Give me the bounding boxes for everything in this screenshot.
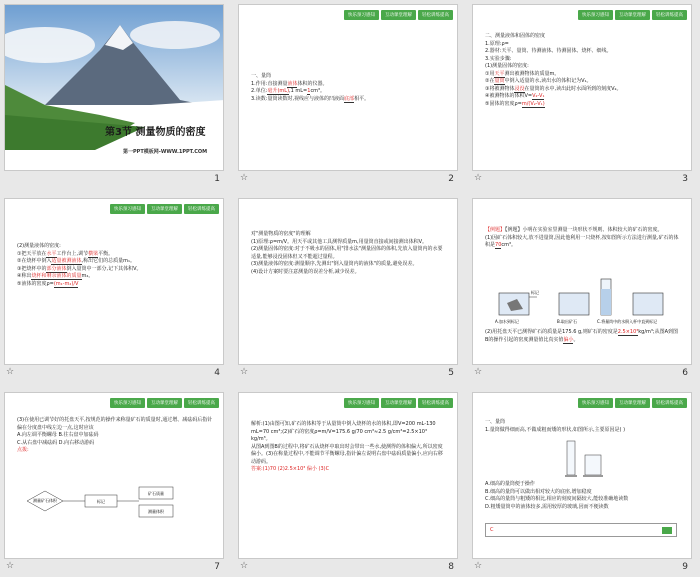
slide-nav-tabs <box>110 398 219 408</box>
star-icon[interactable]: ☆ <box>474 561 483 571</box>
tab-class[interactable]: 互动课堂理解 <box>147 398 182 408</box>
slide-5-canvas <box>238 198 458 365</box>
tab-training[interactable]: 轻松训练提高 <box>418 10 453 20</box>
slide-8-text: 解析:(1)由图可知,矿石的体积等于从量筒中倒入烧杯的水的体积,即V=200 mL-130 mL=70 cm³;(2)矿石的密度ρ=m/V=175.6 g/70 cm³≈2.5 g/cm³=2.5×10³ kg/m³。 从图A到图B的过程中,将矿石从烧杯中取出时会带出一些水,使测得的体积偏大,所以密度偏小。(3)在称量过程中,不能调节平衡螺母,指针偏左说明右盘中砝码质量偏小,应向右移动游码。 答案:(1)70 (2)2.5×10³ 偏小 (3)C <box>251 421 447 474</box>
slide-4-text: (2)测量液体的密度: ①把天平放在水平工作台上,调节横梁平衡。 ②在烧杯中倒入适量被测液体,称出它们的总质量m₁。 ③把烧杯中的部分液体倒入量筒中一部分,记下其体积V。 ④称出烧杯和剩余液体的质量m₂。 ⑤液体的密度ρ=(m₁-m₂)/V <box>17 243 142 287</box>
slide-9-text: 一、量筒 1.量筒做得细而高,不做成粗而矮的形状,如图所示,主要原因是( ) <box>485 419 626 433</box>
tab-class[interactable]: 互动课堂理解 <box>381 10 416 20</box>
slide-4-canvas <box>4 198 224 365</box>
tab-training[interactable]: 轻松训练提高 <box>184 398 219 408</box>
option-c: C.细高的量筒与粗矮的相比,相应的刻度间隔较大,能较准确地读数 <box>485 496 629 502</box>
slide-6-text: 【例题】【例题】小明在实验室里测量一块形状不规则、体积较大的矿石的密度。 (1)因矿石体积较大,放不进量筒,因此他利用一只烧杯,按如图所示方法进行测量,矿石的体积是70cm³。 <box>485 227 679 248</box>
slide-3-text: 二、测量液体和固体的密度 1.原理:ρ= 2.器材:天平、量筒、待测液体、待测固体、烧杯、细线。 3.实验步骤: (1)测量固体的密度: ①用天平测出被测物体的质量m。 ②在量筒中倒入适量的水,读出水的体积记为V₁。 ③将被测物体浸没在量筒的水中,读出此时水面所到的刻度V₂。 ④被测物体的体积V=V₂-V₁ ⑤固体的密度ρ=m/(V₂-V₁) <box>485 33 681 108</box>
slide-3-canvas <box>472 4 692 171</box>
cylinder-figure <box>563 439 607 479</box>
slide-nav-tabs <box>344 10 453 20</box>
tab-class[interactable]: 互动课堂理解 <box>147 204 182 214</box>
slide-nav-tabs <box>578 10 687 20</box>
slide-nav-tabs <box>344 398 453 408</box>
fig-label-b: B.取出矿石 <box>557 319 578 324</box>
slide-number: 4 <box>214 368 220 378</box>
slide-subtitle: 第一PPT模板网-WWW.1PPT.COM <box>123 149 208 155</box>
slide-7-text: (3)在使用已调节好的托盘天平,按规范的操作来称量矿石的质量时,通过增、减砝码后指针偏在分度盘中线左边一点,这时应该 A.向左调平衡螺母 B.往右盘中加砝码 C.从右盘中减砝码 D.向右移动游码 点拨: <box>17 417 213 453</box>
star-icon[interactable]: ☆ <box>240 561 249 571</box>
slide-number: 8 <box>448 562 454 572</box>
slide-number: 2 <box>448 174 454 184</box>
slide-number: 5 <box>448 368 454 378</box>
answer-box[interactable] <box>485 523 677 537</box>
option-b: B.细高的量筒可以做出相对较大的底座,增加稳度 <box>485 488 592 495</box>
tab-preview[interactable]: 快乐预习感知 <box>578 398 613 408</box>
tab-preview[interactable]: 快乐预习感知 <box>110 398 145 408</box>
option-a: A.细高的量筒便于操作 <box>485 481 535 487</box>
mark-label: 标记 <box>531 290 539 295</box>
star-icon[interactable]: ☆ <box>474 173 483 183</box>
tab-class[interactable]: 互动课堂理解 <box>381 398 416 408</box>
slide-9-canvas <box>472 392 692 559</box>
slide-5-text: 对"测量物质的密度"的理解 (1)原理:ρ=m/V。用天平或其他工具测得质量m,用量筒直接或间接测出体积V。 (2)测量固体的密度:对于不吸水的固体,用"排水法"测量固体的体积,先放入量筒内的水要适量,能够浸没固体但又不能超过量程。 (3)测量液体的密度:测量顺序,先测出"倒入量筒内的液体"的质量,避免误差。 (4)设计方案时要注意测量的误差分析,减少误差。 <box>251 231 443 275</box>
option-d: D.粗矮量筒中的液体较多,需用较厚的玻璃,因而不便读数 <box>485 503 609 510</box>
experiment-figure <box>493 275 673 325</box>
flow-node-3: 矿石质量 <box>148 491 164 496</box>
flow-node-2: 标记 <box>97 499 105 504</box>
slide-9-options <box>485 481 681 511</box>
fig-label-a: A.加水到标记 <box>495 319 519 324</box>
toggle-answer-button[interactable] <box>662 527 672 534</box>
slide-6-canvas <box>472 198 692 365</box>
star-icon[interactable]: ☆ <box>6 367 15 377</box>
slide-number: 3 <box>682 174 688 184</box>
tab-preview[interactable]: 快乐预习感知 <box>578 10 613 20</box>
star-icon[interactable]: ☆ <box>474 367 483 377</box>
slide-1-canvas <box>4 4 224 171</box>
tab-preview[interactable]: 快乐预习感知 <box>344 10 379 20</box>
slide-nav-tabs <box>578 398 687 408</box>
mountain-photo <box>5 5 224 171</box>
tab-class[interactable]: 互动课堂理解 <box>615 10 650 20</box>
slide-2-canvas <box>238 4 458 171</box>
answer-line: 答案:(1)70 (2)2.5×10³ 偏小 (3)C <box>251 466 330 472</box>
flow-diagram <box>23 481 213 521</box>
flow-node-1: 测量矿石体积 <box>33 498 57 503</box>
star-icon[interactable]: ☆ <box>240 173 249 183</box>
answer-value: C <box>490 527 494 533</box>
slide-7-canvas <box>4 392 224 559</box>
flow-node-4: 测量体积 <box>148 509 164 514</box>
tab-class[interactable]: 互动课堂理解 <box>615 398 650 408</box>
fig-label-c: C.将量筒中的水倒入杯中直到标记 <box>597 319 658 324</box>
slide-nav-tabs <box>110 204 219 214</box>
slide-number: 1 <box>214 174 220 184</box>
slide-number: 6 <box>682 368 688 378</box>
tab-preview[interactable]: 快乐预习感知 <box>110 204 145 214</box>
tab-training[interactable]: 轻松训练提高 <box>418 398 453 408</box>
star-icon[interactable]: ☆ <box>6 561 15 571</box>
slide-number: 7 <box>214 562 220 572</box>
slide-6-question-2: (2)用托盘天平已测得矿石的质量是175.6 g,则矿石的密度是2.5×10³kg/m³;从图A到图B的操作引起的密度测量值比真实值偏小。 <box>485 329 679 343</box>
tab-training[interactable]: 轻松训练提高 <box>652 10 687 20</box>
slide-8-canvas <box>238 392 458 559</box>
tab-preview[interactable]: 快乐预习感知 <box>344 398 379 408</box>
section-heading: 一、量筒 <box>251 73 272 79</box>
star-icon[interactable]: ☆ <box>240 367 249 377</box>
slide-number: 9 <box>682 562 688 572</box>
section-heading: 二、测量液体和固体的密度 <box>485 33 546 39</box>
tab-training[interactable]: 轻松训练提高 <box>184 204 219 214</box>
tab-training[interactable]: 轻松训练提高 <box>652 398 687 408</box>
slide-2-text: 一、量筒 1.作用:直接测量液体体积的仪器。 2.单位:毫升(mL),1 mL=1cm³。 3.读数:量筒读数时,视线应与液体的凹液面底部相平。 <box>251 73 447 103</box>
slide-title: 第3节 测量物质的密度 <box>105 127 206 138</box>
